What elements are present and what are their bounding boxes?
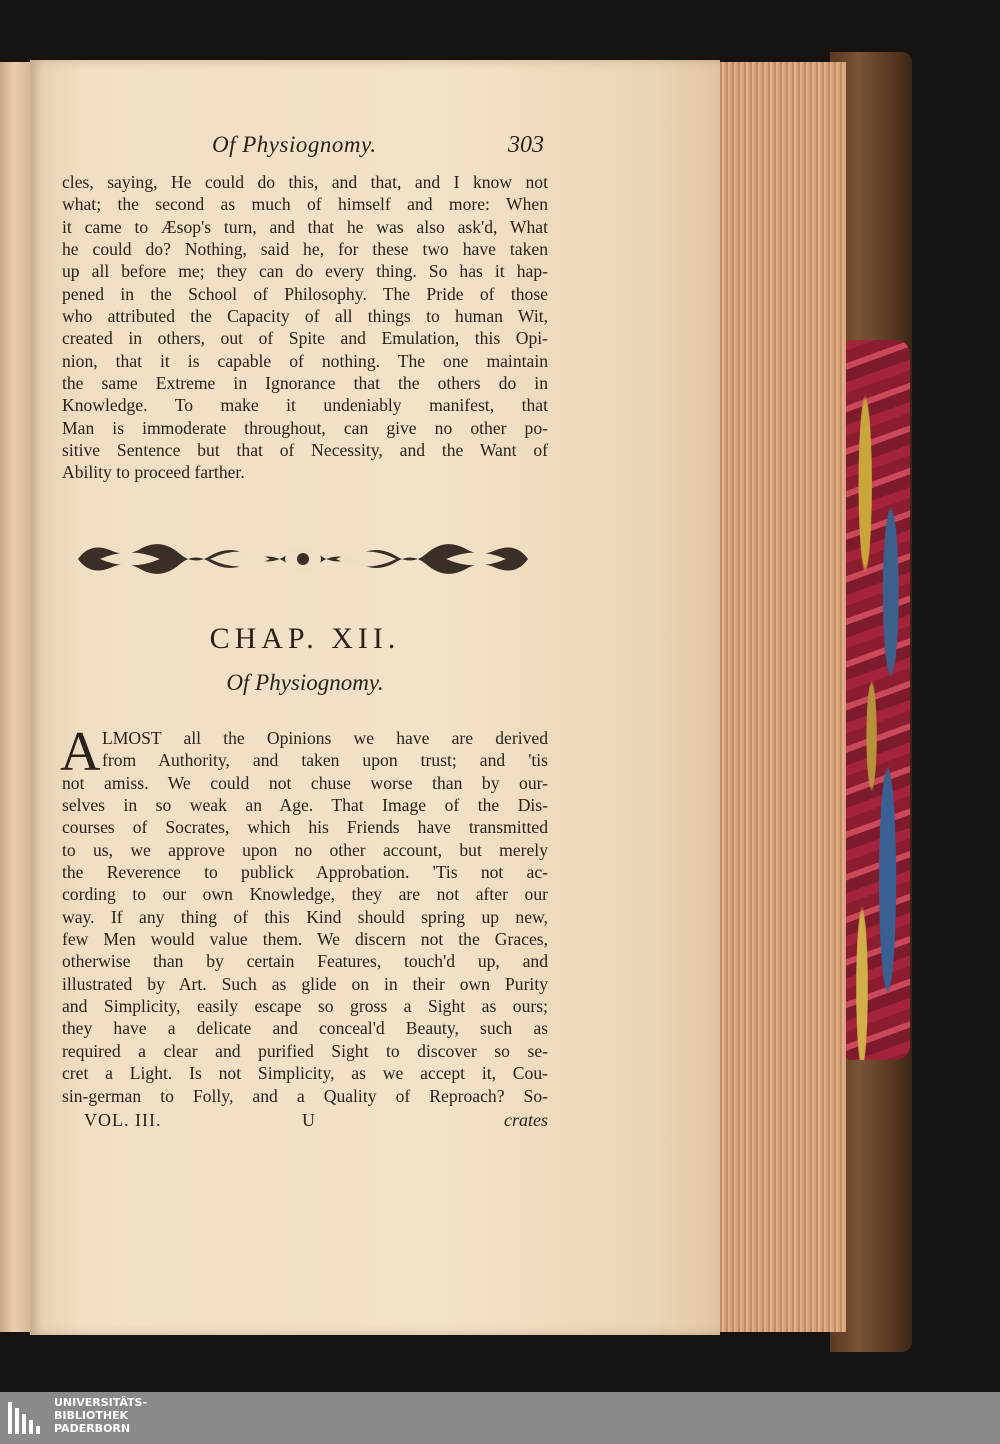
text-line: what; the second as much of himself and more: When	[62, 194, 548, 215]
text-line: the same Extreme in Ignorance that the others do in	[62, 373, 548, 394]
text-line: cording to our own Knowledge, they are not after our	[62, 884, 548, 905]
text-line: pened in the School of Philosophy. The Pride of those	[62, 283, 548, 304]
running-head	[62, 130, 546, 166]
text-line: few Men would value them. We discern not the Graces,	[62, 929, 548, 950]
text-line: who attributed the Capacity of all things to human Wit,	[62, 306, 548, 327]
text-line: not amiss. We could not chuse worse than by our-	[62, 772, 548, 793]
text-line: required a clear and purified Sight to discover so se-	[62, 1040, 548, 1061]
text-line: way. If any thing of this Kind should spring up new,	[62, 906, 548, 927]
library-name	[54, 1396, 147, 1435]
facing-page-edge	[0, 62, 30, 1332]
continued-paragraph	[62, 171, 548, 484]
text-line: and Simplicity, easily escape so gross a Sight as ours;	[62, 996, 548, 1017]
text-line: Knowledge. To make it undeniably manifest, that	[62, 395, 548, 416]
library-footer-bar	[0, 1392, 1000, 1444]
library-name-line: BIBLIOTHEK	[54, 1409, 129, 1422]
text-line: cles, saying, He could do this, and that, and I know not	[62, 172, 548, 192]
text-line: sitive Sentence but that of Necessity, and the Want of	[62, 440, 548, 461]
page-footer	[62, 1110, 548, 1136]
text-line: nion, that it is capable of nothing. The one maintain	[62, 350, 548, 371]
text-line: it came to Æsop's turn, and that he was also ask'd, What	[62, 216, 548, 237]
signature-mark: U	[302, 1110, 315, 1130]
page-edges	[716, 62, 846, 1332]
text-line: LMOST all the Opinions we have are derived	[102, 728, 548, 748]
catchword: crates	[504, 1110, 548, 1130]
chapter-title: CHAP. XII.	[209, 622, 401, 655]
library-name-line: UNIVERSITÄTS-	[54, 1396, 148, 1409]
page-number: 303	[508, 132, 544, 158]
library-logo-icon	[6, 1398, 46, 1438]
text-line: he could do? Nothing, said he, for these two have taken	[62, 239, 548, 260]
text-line: Man is immoderate throughout, can give no other po-	[62, 417, 548, 438]
volume-mark: VOL. III.	[84, 1110, 162, 1130]
library-name-line: PADERBORN	[54, 1422, 131, 1435]
chapter-paragraph	[60, 721, 548, 1107]
text-line: the Reverence to publick Approbation. 'Tis not ac-	[62, 862, 548, 883]
text-line: up all before me; they can do every thing. So has it hap-	[62, 261, 548, 282]
drop-cap: A	[60, 721, 101, 783]
text-line: from Authority, and taken upon trust; and 'tis	[102, 750, 548, 771]
text-line: courses of Socrates, which his Friends have transmitted	[62, 817, 548, 838]
text-line: Ability to proceed farther.	[62, 462, 245, 483]
running-head-title: Of Physiognomy.	[212, 132, 377, 157]
ornamental-headpiece	[70, 536, 536, 582]
text-line: otherwise than by certain Features, touch'd up, and	[62, 951, 548, 972]
marbled-endpaper	[846, 340, 910, 1060]
text-line: created in others, out of Spite and Emulation, this Opi-	[62, 328, 548, 349]
text-line: selves in so weak an Age. That Image of the Dis-	[62, 795, 548, 816]
text-line: illustrated by Art. Such as glide on in their own Purity	[62, 973, 548, 994]
text-line: to us, we approve upon no other account, but merely	[62, 839, 548, 860]
chapter-subtitle: Of Physiognomy.	[226, 670, 384, 695]
text-line: they have a delicate and conceal'd Beauty, such as	[62, 1018, 548, 1039]
text-line: cret a Light. Is not Simplicity, as we accept it, Cou-	[62, 1063, 548, 1084]
text-line: sin-german to Folly, and a Quality of Reproach? So-	[62, 1085, 548, 1106]
